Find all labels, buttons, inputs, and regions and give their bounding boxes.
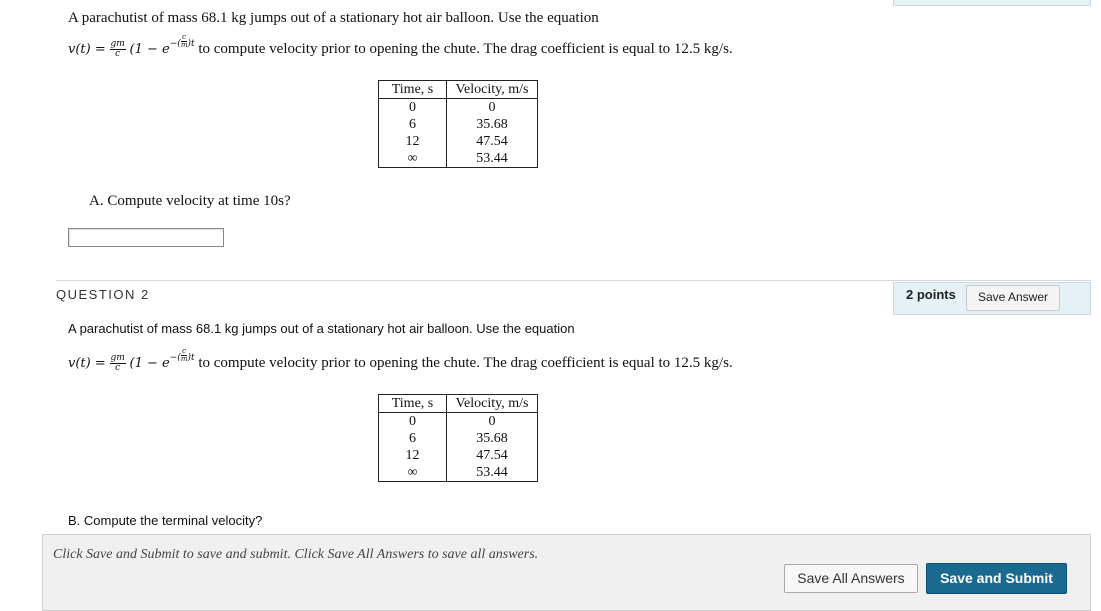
q2-sub-question: B. Compute the terminal velocity? bbox=[68, 513, 263, 528]
submit-footer bbox=[42, 534, 1091, 611]
eq-lhs: v(t) = bbox=[68, 356, 106, 371]
eq-exp-den: m bbox=[180, 355, 188, 363]
previous-points-box bbox=[893, 0, 1091, 6]
velocity-table-1 bbox=[378, 80, 538, 168]
table-cell: 47.54 bbox=[447, 447, 538, 464]
eq-lhs: v(t) = bbox=[68, 42, 106, 57]
eq-mid: (1 − e bbox=[129, 42, 170, 57]
table-cell: 6 bbox=[379, 116, 447, 133]
eq-frac-num: gm bbox=[110, 353, 125, 364]
save-and-submit-button[interactable]: Save and Submit bbox=[926, 563, 1067, 594]
eq-exp-close: )t bbox=[187, 39, 195, 49]
table-header-velocity: Velocity, m/s bbox=[447, 395, 538, 413]
eq-tail: to compute velocity prior to opening the chute. The drag coefficient is equal to 12.5 kg/s. bbox=[198, 355, 733, 371]
table-cell: ∞ bbox=[379, 464, 447, 482]
q1-intro: A parachutist of mass 68.1 kg jumps out of a stationary hot air balloon. Use the equation bbox=[68, 10, 599, 26]
table-cell: 0 bbox=[447, 413, 538, 431]
table-header-time: Time, s bbox=[379, 395, 447, 413]
table-cell: 0 bbox=[447, 99, 538, 117]
table-cell: 53.44 bbox=[447, 464, 538, 482]
eq-tail: to compute velocity prior to opening the chute. The drag coefficient is equal to 12.5 kg/s. bbox=[198, 41, 733, 57]
table-cell: 53.44 bbox=[447, 150, 538, 168]
points-label: 2 points bbox=[906, 287, 956, 302]
table-header-velocity: Velocity, m/s bbox=[447, 81, 538, 99]
question-2-header: QUESTION 2 bbox=[56, 287, 150, 302]
eq-fraction bbox=[110, 40, 126, 59]
eq-exp-num: c bbox=[182, 33, 187, 41]
table-header-time: Time, s bbox=[379, 81, 447, 99]
save-answer-button[interactable]: Save Answer bbox=[966, 285, 1060, 311]
footer-message: Click Save and Submit to save and submit. Click Save All Answers to save all answers. bbox=[53, 547, 539, 562]
table-cell: 47.54 bbox=[447, 133, 538, 150]
eq-frac-num: gm bbox=[110, 39, 125, 50]
eq-exp-den: m bbox=[180, 41, 188, 49]
q2-equation bbox=[68, 348, 733, 373]
table-cell: 12 bbox=[379, 133, 447, 150]
q2-intro: A parachutist of mass 68.1 kg jumps out of a stationary hot air balloon. Use the equation bbox=[68, 321, 575, 336]
table-cell: 12 bbox=[379, 447, 447, 464]
eq-exp-sign: −( bbox=[169, 353, 181, 363]
table-cell: 6 bbox=[379, 430, 447, 447]
q1-sub-question: A. Compute velocity at time 10s? bbox=[89, 193, 291, 209]
velocity-table-2 bbox=[378, 394, 538, 482]
eq-exp-num: c bbox=[182, 347, 187, 355]
table-cell: 35.68 bbox=[447, 116, 538, 133]
table-cell: ∞ bbox=[379, 150, 447, 168]
save-all-answers-button[interactable]: Save All Answers bbox=[784, 564, 918, 593]
question-divider bbox=[56, 280, 1091, 281]
eq-frac-den: c bbox=[115, 49, 121, 60]
table-cell: 35.68 bbox=[447, 430, 538, 447]
q1-equation bbox=[68, 34, 733, 59]
answer-input-a[interactable] bbox=[68, 228, 224, 247]
eq-mid: (1 − e bbox=[129, 356, 170, 371]
points-box bbox=[893, 282, 1091, 315]
table-cell: 0 bbox=[379, 99, 447, 117]
eq-frac-den: c bbox=[115, 363, 121, 374]
eq-exp-close: )t bbox=[187, 353, 195, 363]
eq-fraction bbox=[110, 354, 126, 373]
table-cell: 0 bbox=[379, 413, 447, 431]
eq-exp-sign: −( bbox=[169, 39, 181, 49]
